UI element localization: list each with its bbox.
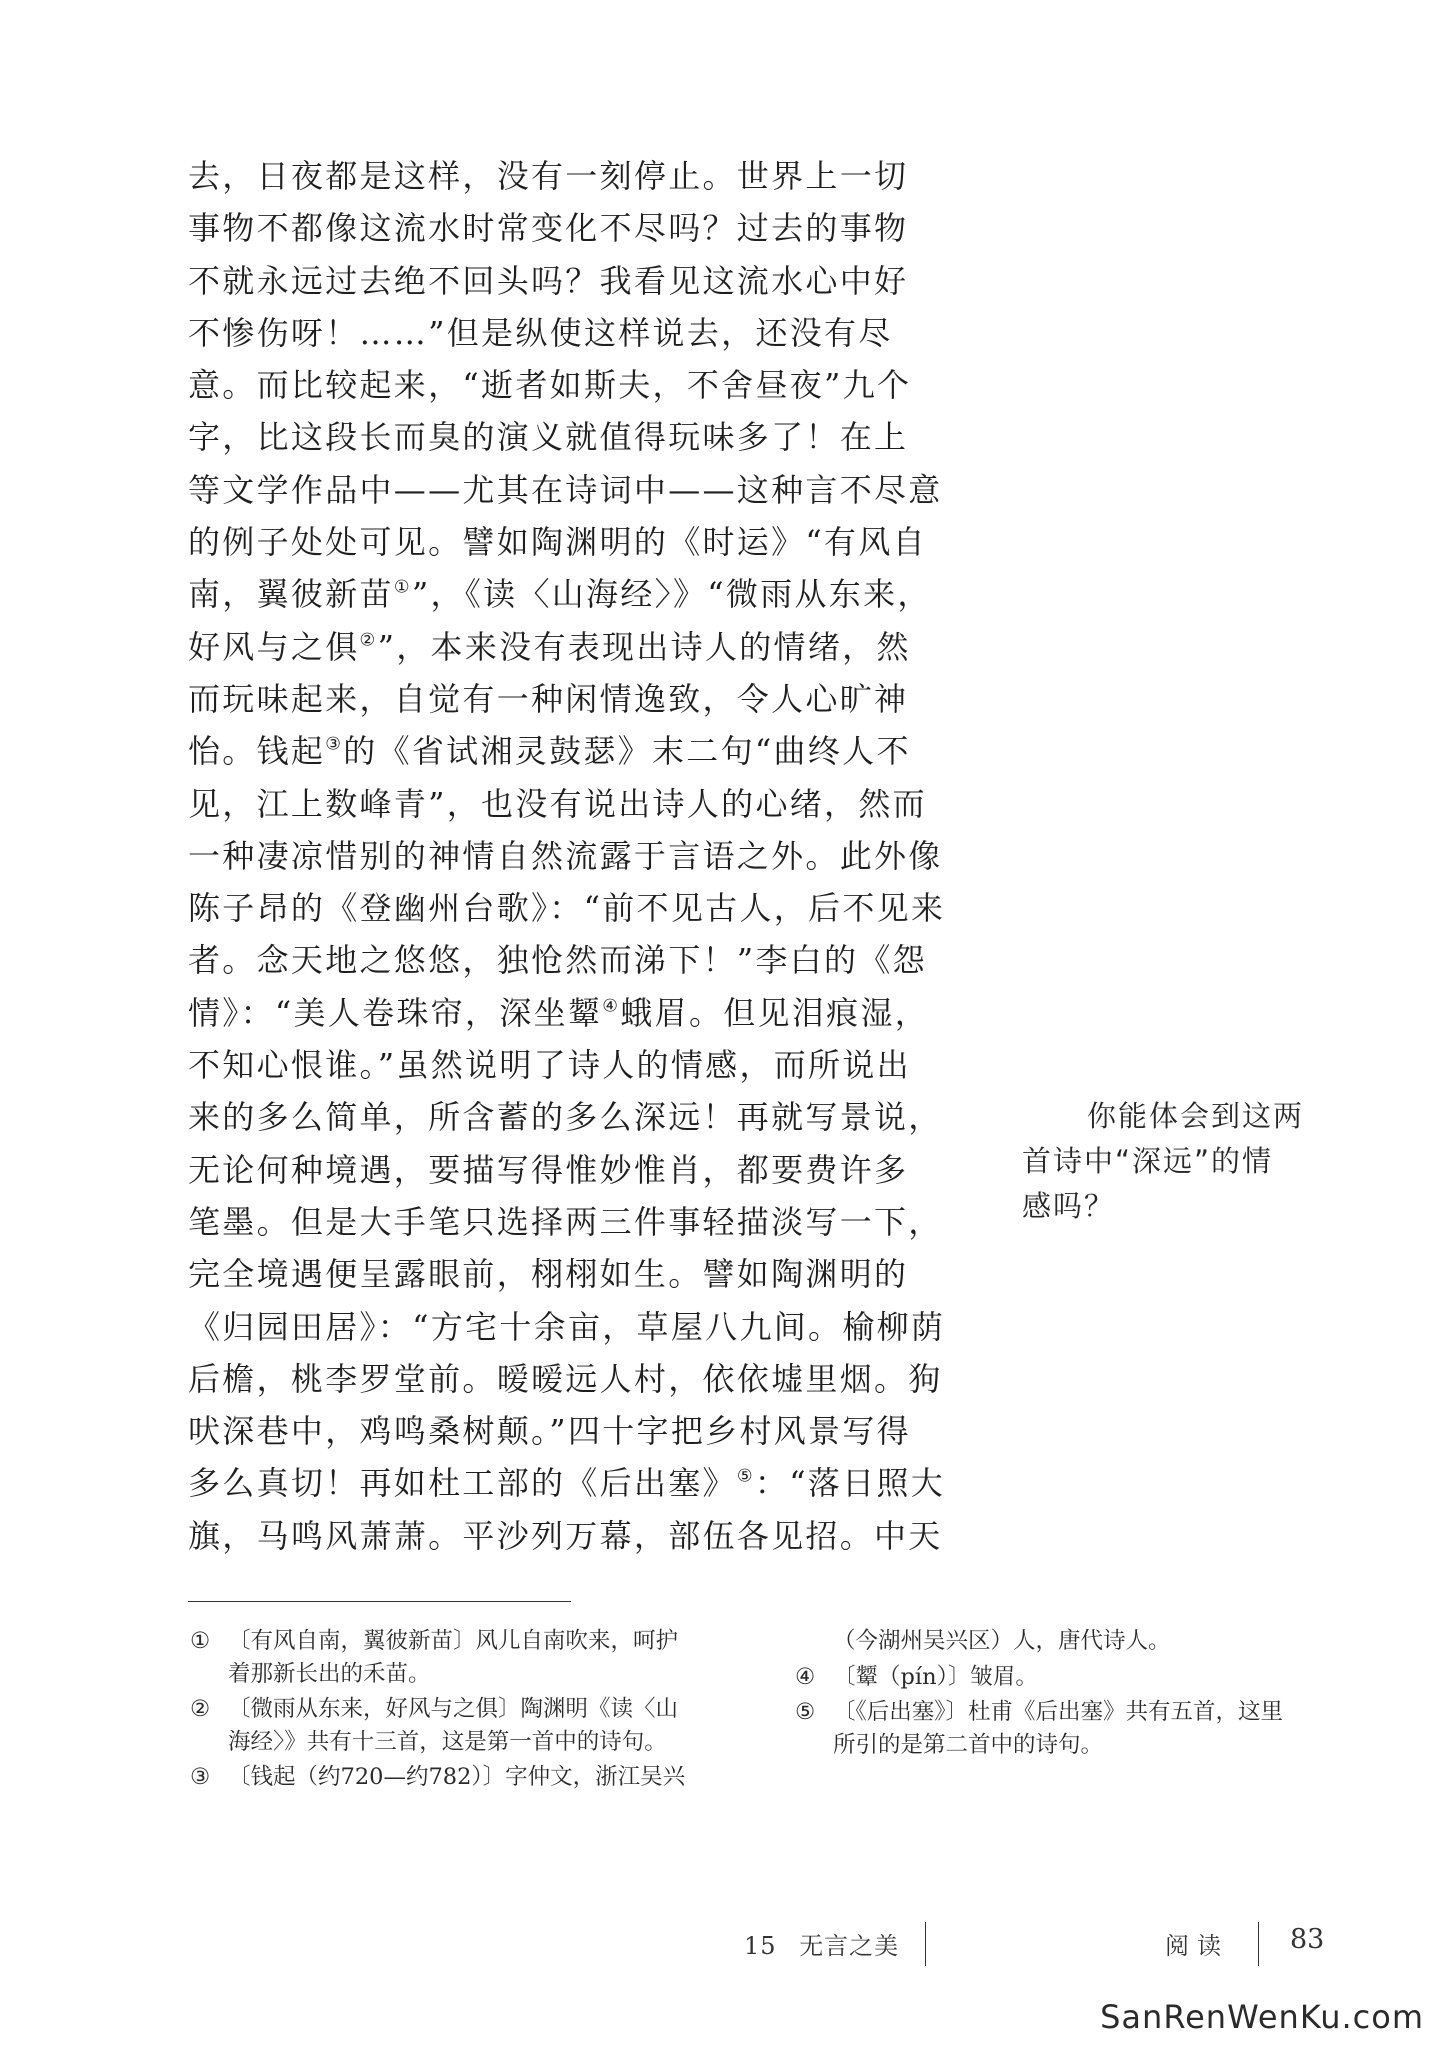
footnote-ref-1[interactable]: ① [393, 578, 412, 599]
page-number: 83 [1290, 1924, 1325, 1955]
footnote-5 [795, 1696, 1355, 1761]
footnote-divider [188, 1601, 571, 1602]
text-line: 意。而比较起来，“逝者如斯夫，不舍昼夜”九个 [188, 366, 912, 405]
footnote-1 [190, 1625, 750, 1690]
text-line: 而玩味起来，自觉有一种闲情逸致，令人心旷神 [188, 679, 909, 718]
running-footer-chapter [744, 1926, 899, 1961]
watermark: SanRenWenKu.com [1100, 1998, 1424, 2036]
text-line [188, 1457, 946, 1509]
section-label: 阅读 [1165, 1932, 1229, 1960]
footnotes-right-column [795, 1625, 1355, 1764]
chapter-number: 15 [744, 1932, 777, 1960]
text-segment: 怡。钱起 [188, 732, 326, 771]
text-segment: 的《省试湘灵鼓瑟》末二句“曲终人不 [343, 732, 911, 771]
footnote-text: 〔颦（pín）〕皱眉。 [833, 1663, 1038, 1690]
text-line: 不就永远过去绝不回头吗？我看见这流水心中好 [188, 261, 909, 300]
footnote-ref-5[interactable]: ⑤ [736, 1467, 755, 1488]
text-segment: 好风与之俱 [188, 627, 360, 666]
text-line: 等文学作品中——尤其在诗词中——这种言不尽意 [188, 470, 943, 509]
text-line [188, 987, 930, 1039]
footnote-number: ③ [190, 1764, 211, 1790]
text-line: 《归园田居》：“方宅十余亩，草屋八九间。榆柳荫 [188, 1307, 946, 1346]
text-line: 吠深巷中，鸡鸣桑树颠。”四十字把乡村风景写得 [188, 1412, 911, 1451]
margin-question-line: 你能体会到这两 [1087, 1099, 1305, 1133]
text-line [188, 725, 930, 777]
margin-question-line: 首诗中“深远”的情 [1022, 1144, 1274, 1178]
footnote-text: 〔有风自南，翼彼新苗〕风儿自南吹来，呵护 [228, 1628, 679, 1654]
text-segment: 情》：“美人卷珠帘，深坐颦 [188, 993, 603, 1032]
text-line: 一种凄凉惜别的神情自然流露于言语之外。此外像 [188, 836, 943, 875]
footnote-2 [190, 1693, 750, 1758]
text-line: 完全境遇便呈露眼前，栩栩如生。譬如陶渊明的 [188, 1255, 909, 1294]
margin-question [1022, 1094, 1342, 1229]
text-line: 去，日夜都是这样，没有一刻停止。世界上一切 [188, 157, 909, 195]
footnote-number: ⑤ [795, 1699, 816, 1725]
footnote-text: 〔钱起（约720—约782）〕字仲文，浙江吴兴 [228, 1764, 686, 1790]
text-segment: 多么真切！再如杜工部的《后出塞》 [188, 1464, 737, 1503]
footnote-ref-2[interactable]: ② [359, 630, 378, 651]
text-line: 陈子昂的《登幽州台歌》：“前不见古人，后不见来 [188, 889, 946, 928]
text-line: 笔墨。但是大手笔只选择两三件事轻描淡写一下， [188, 1202, 943, 1241]
body-text [188, 150, 946, 1562]
footnote-ref-4[interactable]: ④ [602, 996, 621, 1017]
text-line [188, 568, 930, 620]
text-line: 字，比这段长而臭的演义就值得玩味多了！在上 [188, 418, 909, 457]
text-line: 见，江上数峰青”，也没有说出诗人的心绪，然而 [188, 784, 927, 823]
text-segment: 南，翼彼新苗 [188, 575, 394, 614]
footer-divider [1258, 1922, 1259, 1966]
text-line [188, 621, 930, 673]
text-line: 不惨伤呀！……”但是纵使这样说去，还没有尽 [188, 313, 893, 352]
text-segment: ”，《读〈山海经〉》“微雨从东来， [411, 575, 932, 614]
footnote-text: 〔微雨从东来，好风与之俱〕陶渊明《读〈山 [228, 1696, 679, 1722]
text-line: 无论何种境遇，要描写得惟妙惟肖，都要费许多 [188, 1150, 909, 1189]
text-line: 不知心恨谁。”虽然说明了诗人的情感，而所说出 [188, 1046, 911, 1085]
margin-question-line: 感吗？ [1022, 1189, 1116, 1223]
footnote-3 [190, 1761, 750, 1794]
text-line: 来的多么简单，所含蓄的多么深远！再就写景说， [188, 1098, 943, 1137]
text-line: 者。念天地之悠悠，独怆然而涕下！”李白的《怨 [188, 941, 927, 980]
text-segment: ：“落日照大 [754, 1464, 946, 1503]
footnote-text: 着那新长出的禾苗。 [228, 1660, 431, 1687]
footnote-text: 〔《后出塞》〕杜甫《后出塞》共有五首，这里 [833, 1699, 1284, 1725]
footnote-number: ② [190, 1696, 211, 1722]
footnote-text: 所引的是第二首中的诗句。 [833, 1731, 1104, 1758]
footnote-3-continued [795, 1625, 1355, 1658]
footnote-number: ① [190, 1628, 211, 1654]
text-line: 后檐，桃李罗堂前。暧暧远人村，依依墟里烟。狗 [188, 1359, 943, 1398]
footnotes-left-column [190, 1625, 750, 1797]
text-line: 的例子处处可见。譬如陶渊明的《时运》“有风自 [188, 523, 927, 562]
footnote-number: ④ [795, 1663, 816, 1690]
footnote-ref-3[interactable]: ③ [325, 734, 344, 755]
text-line: 事物不都像这流水时常变化不尽吗？过去的事物 [188, 209, 909, 248]
text-segment: 蛾眉。但见泪痕湿， [620, 993, 930, 1032]
text-line: 旗，马鸣风萧萧。平沙列万幕，部伍各见招。中天 [188, 1516, 943, 1555]
footer-divider [925, 1922, 926, 1966]
chapter-title: 无言之美 [799, 1932, 900, 1960]
footnote-text: （今湖州吴兴区）人，唐代诗人。 [833, 1628, 1171, 1654]
text-segment: ”，本来没有表现出诗人的情绪，然 [377, 627, 911, 666]
footnote-text: 海经〉》共有十三首，这是第一首中的诗句。 [228, 1728, 667, 1755]
footnote-4 [795, 1661, 1355, 1694]
